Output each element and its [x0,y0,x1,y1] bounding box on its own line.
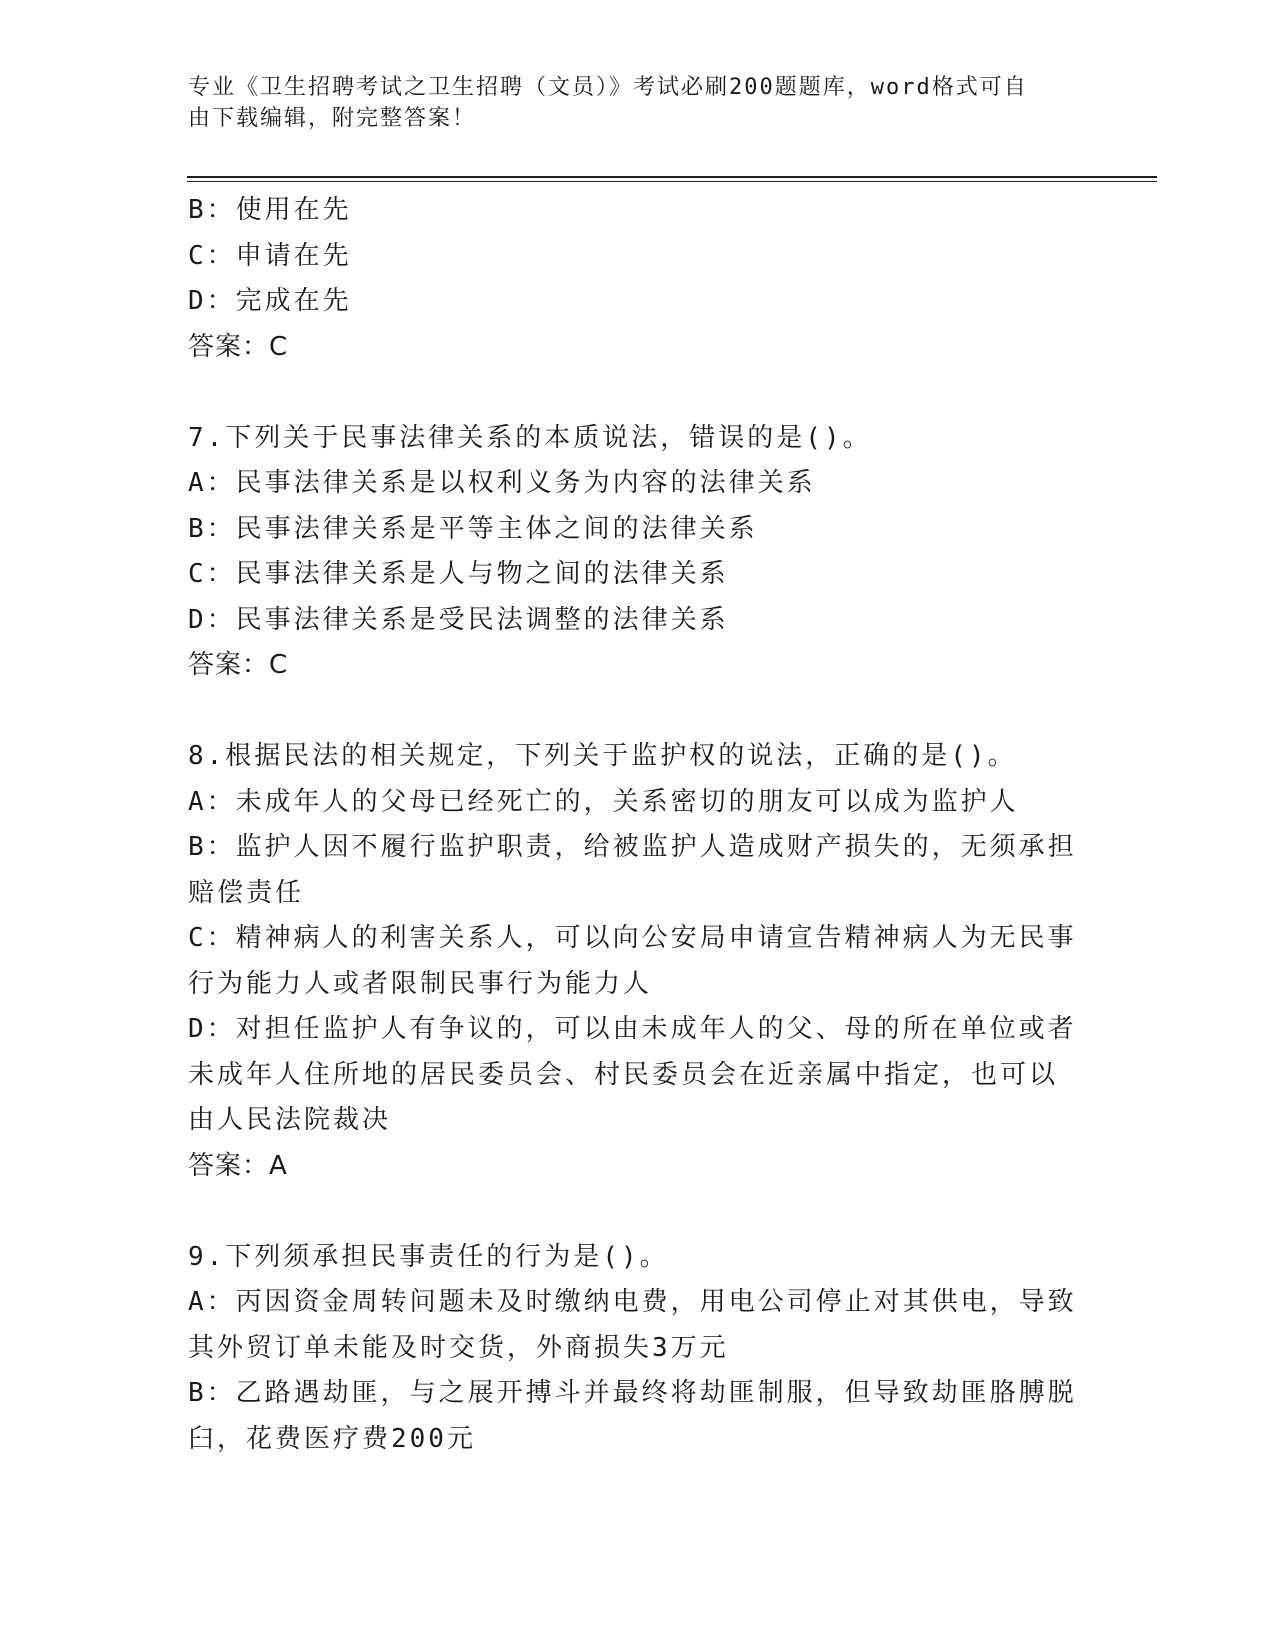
option-b: B：监护人因不履行监护职责，给被监护人造成财产损失的，无须承担 [188,832,1077,862]
option-c: C：申请在先 [188,240,352,271]
header-line-1: 专业《卫生招聘考试之卫生招聘（文员）》考试必刷200题题库，word格式可自 [188,75,1028,100]
option-a-continued: 其外贸订单未能及时交货，外商损失3万元 [188,1332,729,1363]
option-b-continued: 赔偿责任 [188,877,305,908]
question-stem: 8.根据民法的相关规定，下列关于监护权的说法，正确的是()。 [188,741,1017,771]
header-line-2: 由下载编辑，附完整答案！ [188,106,477,131]
document-body [188,188,1078,1462]
option-d: D：民事法律关系是受民法调整的法律关系 [188,604,729,635]
option-b: B：乙路遇劫匪，与之展开搏斗并最终将劫匪制服，但导致劫匪胳膊脱 [188,1378,1077,1408]
header-rule-thin [187,181,1157,182]
document-header [188,72,1068,134]
option-b-continued: 臼，花费医疗费200元 [188,1423,476,1454]
option-d-continued: 未成年人住所地的居民委员会、村民委员会在近亲属中指定，也可以 [188,1059,1059,1090]
question-block-9 [188,1235,1078,1463]
answer-line: 答案：C [188,650,289,680]
spacer [188,1189,1078,1235]
option-d: D：完成在先 [188,286,352,316]
spacer [188,370,1078,416]
option-c-continued: 行为能力人或者限制民事行为能力人 [188,968,653,999]
option-d: D：对担任监护人有争议的，可以由未成年人的父、母的所在单位或者 [188,1014,1077,1044]
header-rule-thick [187,176,1157,178]
option-a: A：未成年人的父母已经死亡的，关系密切的朋友可以成为监护人 [188,786,1019,817]
option-c: C：精神病人的利害关系人，可以向公安局申请宣告精神病人为无民事 [188,923,1077,953]
question-block-7 [188,416,1078,689]
spacer [188,689,1078,735]
question-stem: 7.下列关于民事法律关系的本质说法，错误的是()。 [188,422,872,453]
option-b: B：民事法律关系是平等主体之间的法律关系 [188,513,758,544]
option-d-continued: 由人民法院裁决 [188,1105,392,1135]
option-a: A：丙因资金周转问题未及时缴纳电费，用电公司停止对其供电，导致 [188,1287,1077,1317]
option-a: A：民事法律关系是以权利义务为内容的法律关系 [188,468,816,498]
question-block-6 [188,188,1078,370]
option-b: B：使用在先 [188,195,352,225]
question-stem: 9.下列须承担民事责任的行为是()。 [188,1241,669,1272]
question-block-8 [188,734,1078,1189]
answer-line: 答案：C [188,331,289,362]
option-c: C：民事法律关系是人与物之间的法律关系 [188,559,729,589]
answer-line: 答案：A [188,1150,288,1181]
